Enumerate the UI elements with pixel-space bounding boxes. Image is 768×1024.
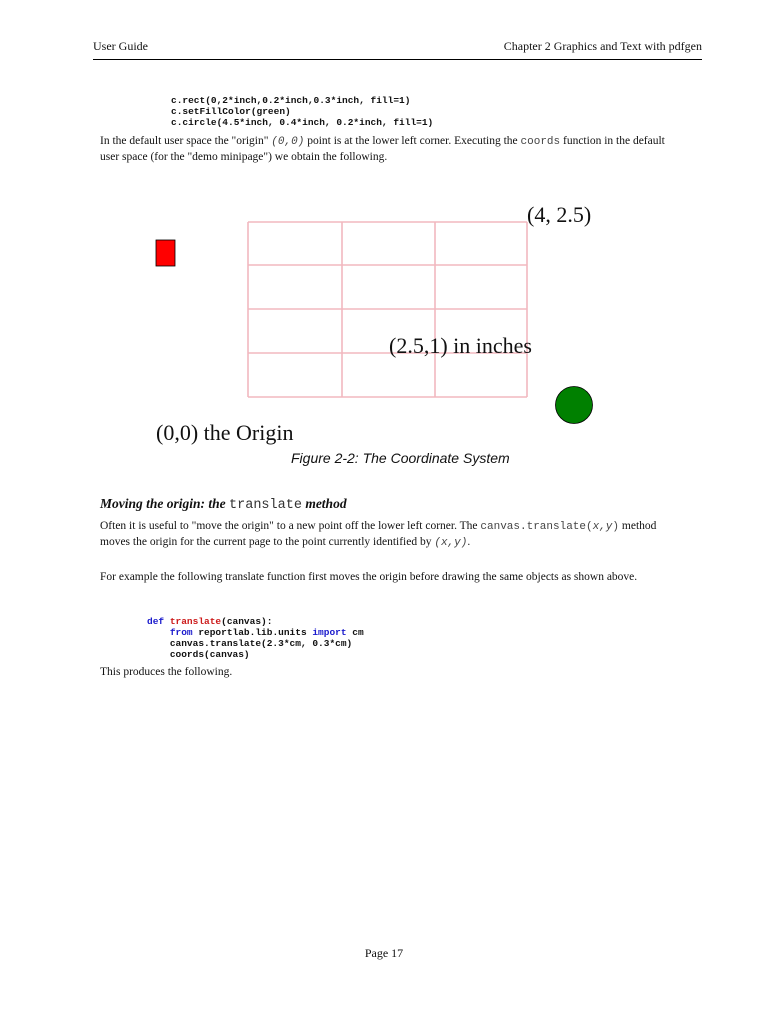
paragraph-translate: Often it is useful to "move the origin" to a new point off the lower left corner. The canvas.translate(x,y) method moves the origin for the current page to the point currently identified by (x,y). xyxy=(100,520,657,549)
inline-code: canvas.translate( xyxy=(480,521,593,533)
figure-label-middle: (2.5,1) in inches xyxy=(389,333,532,358)
inline-code: coords xyxy=(520,136,561,148)
code-line: c.circle(4.5*inch, 0.4*inch, 0.2*inch, fill=1) xyxy=(171,117,434,128)
code-line: canvas.translate(2.3*cm, 0.3*cm) xyxy=(169,638,353,649)
inline-code: (0,0) xyxy=(271,136,305,148)
figure-label-origin: (0,0) the Origin xyxy=(156,420,294,445)
red-rectangle xyxy=(156,240,175,266)
code-line: from reportlab.lib.units import cm xyxy=(169,627,364,638)
inline-code: ) xyxy=(612,521,620,533)
header-right: Chapter 2 Graphics and Text with pdfgen xyxy=(503,39,702,53)
coordinate-grid xyxy=(248,222,527,397)
code-line: c.setFillColor(green) xyxy=(171,106,291,117)
inline-code: (x,y) xyxy=(434,537,468,549)
page-number: Page 17 xyxy=(364,946,404,960)
coordinate-figure xyxy=(0,0,768,480)
green-circle xyxy=(556,387,593,424)
section-heading: Moving the origin: the translate method xyxy=(100,496,347,513)
heading-code: translate xyxy=(229,498,302,513)
paragraph-produces: This produces the following. xyxy=(100,666,233,678)
header-left: User Guide xyxy=(93,39,148,53)
paragraph-default-user-space: In the default user space the "origin" (0,0) point is at the lower left corner. Executing the coords function in the default user space (for the "demo minipage") we obtain the following. xyxy=(100,135,665,163)
code-line: def translate(canvas): xyxy=(147,616,273,627)
figure-label-top-right: (4, 2.5) xyxy=(527,202,592,227)
figure-caption: Figure 2-2: The Coordinate System xyxy=(291,450,510,466)
code-line: c.rect(0,2*inch,0.2*inch,0.3*inch, fill=1) xyxy=(171,95,411,106)
inline-code: x,y xyxy=(592,521,613,533)
paragraph-example: For example the following translate function first moves the origin before drawing the same objects as shown above. xyxy=(100,571,638,583)
code-block-2 xyxy=(147,616,364,660)
code-line: coords(canvas) xyxy=(169,649,250,660)
